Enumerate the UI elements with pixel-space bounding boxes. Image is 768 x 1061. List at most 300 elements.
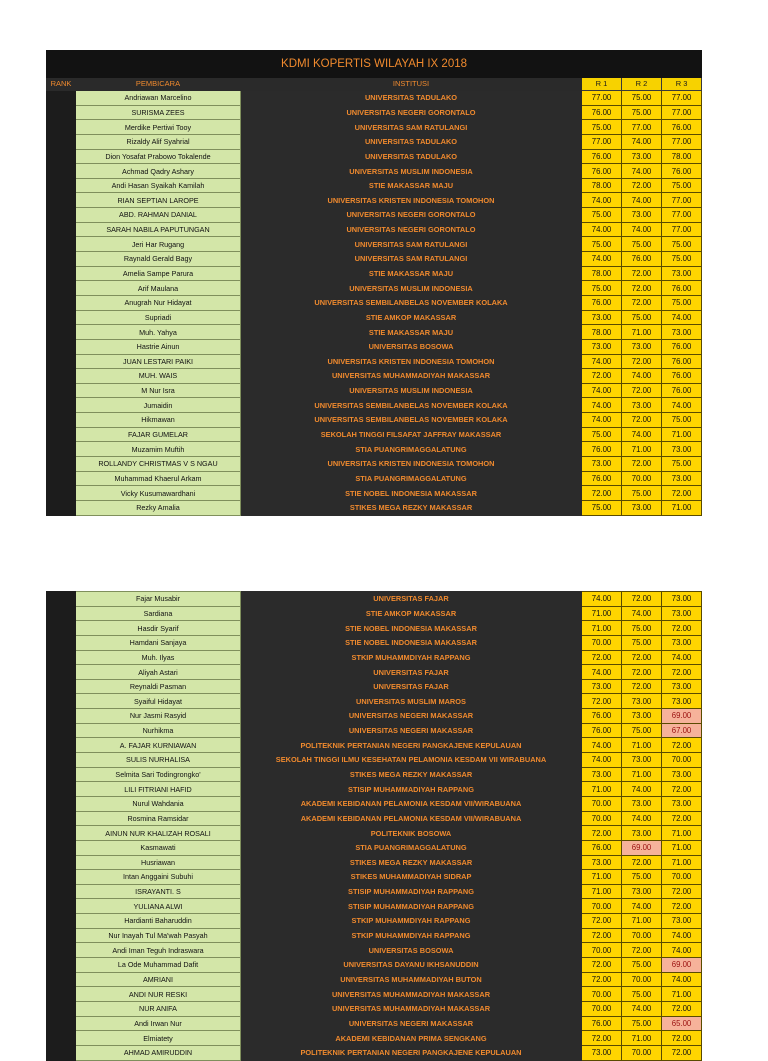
r3-score-cell: 73.00 <box>662 442 702 457</box>
r1-score-cell: 72.00 <box>582 486 622 501</box>
speaker-name-cell: Nurul Wahdania <box>76 796 241 811</box>
speaker-name-cell: NUR ANIFA <box>76 1001 241 1016</box>
table-row <box>47 1045 702 1060</box>
r1-score-cell: 75.00 <box>582 427 622 442</box>
speaker-name-cell: Jumaidin <box>76 398 241 413</box>
rank-cell <box>47 738 76 753</box>
r1-score-cell: 71.00 <box>582 884 622 899</box>
table-row <box>47 413 702 428</box>
rank-cell <box>47 222 76 237</box>
r3-score-cell: 72.00 <box>662 1031 702 1046</box>
r2-score-cell: 72.00 <box>622 943 662 958</box>
speaker-name-cell: Arif Maulana <box>76 281 241 296</box>
table-row <box>47 295 702 310</box>
r1-score-cell: 73.00 <box>582 855 622 870</box>
speaker-name-cell: Merdike Pertiwi Tooy <box>76 120 241 135</box>
table-row <box>47 1031 702 1046</box>
institution-cell: UNIVERSITAS BOSOWA <box>241 943 582 958</box>
speaker-name-cell: Andriawan Marcelino <box>76 91 241 106</box>
r2-score-cell: 75.00 <box>622 870 662 885</box>
r3-score-cell: 75.00 <box>662 178 702 193</box>
r3-score-cell: 71.00 <box>662 500 702 515</box>
table-row <box>47 486 702 501</box>
r3-score-cell: 73.00 <box>662 325 702 340</box>
speaker-name-cell: Elmiatety <box>76 1031 241 1046</box>
r1-score-cell: 73.00 <box>582 457 622 472</box>
speaker-name-cell: Kasmawati <box>76 840 241 855</box>
table-row <box>47 237 702 252</box>
r3-score-cell: 74.00 <box>662 928 702 943</box>
rank-cell <box>47 457 76 472</box>
speaker-name-cell: Hastrie Ainun <box>76 339 241 354</box>
speaker-name-cell: ANDI NUR RESKI <box>76 987 241 1002</box>
speaker-name-cell: AHMAD AMIRUDDIN <box>76 1045 241 1060</box>
table-row <box>47 606 702 621</box>
rank-cell <box>47 398 76 413</box>
r2-score-cell: 73.00 <box>622 826 662 841</box>
r3-score-cell: 76.00 <box>662 354 702 369</box>
institution-cell: UNIVERSITAS MUSLIM INDONESIA <box>241 281 582 296</box>
r3-score-cell: 72.00 <box>662 486 702 501</box>
rank-cell <box>47 266 76 281</box>
r1-score-cell: 74.00 <box>582 413 622 428</box>
r3-score-cell: 73.00 <box>662 592 702 607</box>
r1-score-cell: 76.00 <box>582 164 622 179</box>
r3-score-cell: 76.00 <box>662 120 702 135</box>
table-row <box>47 796 702 811</box>
r3-score-cell: 74.00 <box>662 943 702 958</box>
r1-score-cell: 74.00 <box>582 354 622 369</box>
rank-cell <box>47 855 76 870</box>
r3-score-cell: 70.00 <box>662 753 702 768</box>
r2-score-cell: 74.00 <box>622 369 662 384</box>
speaker-header: PEMBICARA <box>76 78 241 91</box>
institution-cell: SEKOLAH TINGGI FILSAFAT JAFFRAY MAKASSAR <box>241 427 582 442</box>
institution-cell: UNIVERSITAS FAJAR <box>241 679 582 694</box>
table-row <box>47 354 702 369</box>
r1-score-cell: 74.00 <box>582 665 622 680</box>
speaker-name-cell: SURISMA ZEES <box>76 105 241 120</box>
header-row <box>47 78 702 91</box>
r3-score-cell: 67.00 <box>662 723 702 738</box>
speaker-name-cell: Selmita Sari Todingrongko' <box>76 767 241 782</box>
institution-cell: STISIP MUHAMMADIYAH RAPPANG <box>241 899 582 914</box>
table-row <box>47 471 702 486</box>
r2-score-cell: 70.00 <box>622 972 662 987</box>
institution-cell: STISIP MUHAMMADIYAH RAPPANG <box>241 782 582 797</box>
speaker-name-cell: Andi Iman Teguh Indraswara <box>76 943 241 958</box>
r1-score-cell: 76.00 <box>582 723 622 738</box>
institution-cell: UNIVERSITAS KRISTEN INDONESIA TOMOHON <box>241 457 582 472</box>
table-row <box>47 208 702 223</box>
table-row <box>47 635 702 650</box>
table-row <box>47 709 702 724</box>
table-row <box>47 826 702 841</box>
r2-score-cell: 72.00 <box>622 457 662 472</box>
institution-cell: STIE AMKOP MAKASSAR <box>241 310 582 325</box>
institution-cell: UNIVERSITAS NEGERI GORONTALO <box>241 222 582 237</box>
rank-cell <box>47 635 76 650</box>
institution-cell: UNIVERSITAS SAM RATULANGI <box>241 120 582 135</box>
r1-score-cell: 74.00 <box>582 193 622 208</box>
r2-score-cell: 75.00 <box>622 310 662 325</box>
rank-cell <box>47 972 76 987</box>
r1-score-cell: 76.00 <box>582 709 622 724</box>
rank-cell <box>47 665 76 680</box>
r2-score-cell: 72.00 <box>622 592 662 607</box>
r3-score-cell: 77.00 <box>662 105 702 120</box>
institution-cell: UNIVERSITAS NEGERI MAKASSAR <box>241 723 582 738</box>
r2-score-cell: 73.00 <box>622 796 662 811</box>
table-row <box>47 134 702 149</box>
table-row <box>47 972 702 987</box>
speaker-name-cell: Aliyah Astari <box>76 665 241 680</box>
r2-score-cell: 75.00 <box>622 237 662 252</box>
table-row <box>47 339 702 354</box>
r1-score-cell: 72.00 <box>582 914 622 929</box>
r3-score-cell: 77.00 <box>662 193 702 208</box>
institution-cell: UNIVERSITAS NEGERI MAKASSAR <box>241 709 582 724</box>
rank-cell <box>47 339 76 354</box>
speaker-name-cell: Syaiful Hidayat <box>76 694 241 709</box>
rank-cell <box>47 796 76 811</box>
speaker-name-cell: YULIANA ALWI <box>76 899 241 914</box>
institution-cell: STIE AMKOP MAKASSAR <box>241 606 582 621</box>
table-row <box>47 621 702 636</box>
r2-score-cell: 75.00 <box>622 635 662 650</box>
rank-cell <box>47 310 76 325</box>
table-row <box>47 592 702 607</box>
r1-score-cell: 78.00 <box>582 266 622 281</box>
r3-score-cell: 74.00 <box>662 398 702 413</box>
speaker-name-cell: Anugrah Nur Hidayat <box>76 295 241 310</box>
r2-score-cell: 71.00 <box>622 738 662 753</box>
rank-cell <box>47 91 76 106</box>
institution-cell: AKADEMI KEBIDANAN PELAMONIA KESDAM VII/WIRABUANA <box>241 796 582 811</box>
r3-score-cell: 69.00 <box>662 709 702 724</box>
r2-score-cell: 72.00 <box>622 354 662 369</box>
institution-cell: UNIVERSITAS SEMBILANBELAS NOVEMBER KOLAKA <box>241 295 582 310</box>
speaker-name-cell: ABD. RAHMAN DANIAL <box>76 208 241 223</box>
r2-score-cell: 70.00 <box>622 928 662 943</box>
r2-score-cell: 70.00 <box>622 1045 662 1060</box>
table-row <box>47 928 702 943</box>
r2-score-cell: 73.00 <box>622 208 662 223</box>
r1-score-cell: 75.00 <box>582 120 622 135</box>
r1-score-cell: 76.00 <box>582 442 622 457</box>
rank-cell <box>47 164 76 179</box>
r3-score-cell: 76.00 <box>662 369 702 384</box>
table-row <box>47 427 702 442</box>
speaker-name-cell: FAJAR GUMELAR <box>76 427 241 442</box>
r2-score-cell: 74.00 <box>622 222 662 237</box>
r3-score-cell: 77.00 <box>662 208 702 223</box>
r3-score-cell: 70.00 <box>662 870 702 885</box>
speaker-name-cell: Nur Jasmi Rasyid <box>76 709 241 724</box>
r3-score-cell: 73.00 <box>662 266 702 281</box>
r2-score-cell: 74.00 <box>622 782 662 797</box>
r2-score-cell: 73.00 <box>622 398 662 413</box>
r3-score-cell: 76.00 <box>662 383 702 398</box>
table-row <box>47 914 702 929</box>
rank-cell <box>47 753 76 768</box>
r2-score-cell: 73.00 <box>622 694 662 709</box>
r2-score-cell: 71.00 <box>622 1031 662 1046</box>
speaker-name-cell: ISRAYANTI. S <box>76 884 241 899</box>
r2-score-cell: 77.00 <box>622 120 662 135</box>
institution-cell: UNIVERSITAS MUSLIM MAROS <box>241 694 582 709</box>
table-row <box>47 855 702 870</box>
speaker-name-cell: Andi Hasan Syaikah Kamilah <box>76 178 241 193</box>
speaker-name-cell: M Nur Isra <box>76 383 241 398</box>
speaker-name-cell: Sardiana <box>76 606 241 621</box>
institution-cell: STIE MAKASSAR MAJU <box>241 325 582 340</box>
table-row <box>47 500 702 515</box>
r2-score-cell: 74.00 <box>622 193 662 208</box>
table-row <box>47 383 702 398</box>
r1-score-cell: 71.00 <box>582 870 622 885</box>
r1-score-cell: 70.00 <box>582 635 622 650</box>
speaker-name-cell: La Ode Muhammad Dafit <box>76 958 241 973</box>
r1-score-cell: 72.00 <box>582 1031 622 1046</box>
r2-score-cell: 73.00 <box>622 753 662 768</box>
r2-score-cell: 71.00 <box>622 767 662 782</box>
r3-score-cell: 71.00 <box>662 427 702 442</box>
speaker-name-cell: A. FAJAR KURNIAWAN <box>76 738 241 753</box>
r1-score-cell: 72.00 <box>582 972 622 987</box>
r2-score-cell: 76.00 <box>622 252 662 267</box>
table-row <box>47 281 702 296</box>
table-row <box>47 91 702 106</box>
table-row <box>47 325 702 340</box>
r3-score-cell: 73.00 <box>662 914 702 929</box>
institution-cell: STIE NOBEL INDONESIA MAKASSAR <box>241 486 582 501</box>
table-row <box>47 398 702 413</box>
r1-score-cell: 74.00 <box>582 753 622 768</box>
r1-score-cell: 70.00 <box>582 796 622 811</box>
score-table-2 <box>46 591 702 1061</box>
speaker-name-cell: Muh. Yahya <box>76 325 241 340</box>
r2-score-cell: 73.00 <box>622 709 662 724</box>
r2-score-cell: 74.00 <box>622 899 662 914</box>
r3-score-cell: 76.00 <box>662 164 702 179</box>
rank-cell <box>47 899 76 914</box>
rank-cell <box>47 383 76 398</box>
institution-cell: UNIVERSITAS FAJAR <box>241 665 582 680</box>
r1-score-cell: 73.00 <box>582 339 622 354</box>
table-row <box>47 753 702 768</box>
rank-cell <box>47 354 76 369</box>
table-row <box>47 767 702 782</box>
institution-cell: STIKES MUHAMMADIYAH SIDRAP <box>241 870 582 885</box>
r1-score-cell: 71.00 <box>582 606 622 621</box>
table-row <box>47 958 702 973</box>
rank-cell <box>47 1031 76 1046</box>
r1-score-cell: 74.00 <box>582 738 622 753</box>
r1-score-cell: 72.00 <box>582 958 622 973</box>
r3-score-cell: 73.00 <box>662 635 702 650</box>
institution-cell: UNIVERSITAS MUSLIM INDONESIA <box>241 383 582 398</box>
r1-score-cell: 74.00 <box>582 222 622 237</box>
r3-header: R 3 <box>662 78 702 91</box>
r3-score-cell: 72.00 <box>662 621 702 636</box>
rank-cell <box>47 208 76 223</box>
rank-cell <box>47 928 76 943</box>
speaker-name-cell: Intan Anggaini Subuhi <box>76 870 241 885</box>
r1-score-cell: 70.00 <box>582 943 622 958</box>
r1-score-cell: 70.00 <box>582 811 622 826</box>
r3-score-cell: 72.00 <box>662 811 702 826</box>
r3-score-cell: 74.00 <box>662 650 702 665</box>
speaker-name-cell: Dion Yosafat Prabowo Tokalende <box>76 149 241 164</box>
institution-cell: STIKES MEGA REZKY MAKASSAR <box>241 767 582 782</box>
institution-cell: STISIP MUHAMMADIYAH RAPPANG <box>241 884 582 899</box>
rank-cell <box>47 120 76 135</box>
speaker-name-cell: RIAN SEPTIAN LAROPE <box>76 193 241 208</box>
r1-score-cell: 73.00 <box>582 310 622 325</box>
table-row <box>47 252 702 267</box>
r2-score-cell: 74.00 <box>622 134 662 149</box>
institution-cell: STIKES MEGA REZKY MAKASSAR <box>241 500 582 515</box>
rank-cell <box>47 134 76 149</box>
speaker-name-cell: SARAH NABILA PAPUTUNGAN <box>76 222 241 237</box>
rank-cell <box>47 914 76 929</box>
r2-score-cell: 70.00 <box>622 471 662 486</box>
rank-cell <box>47 500 76 515</box>
table-row <box>47 679 702 694</box>
rank-cell <box>47 486 76 501</box>
institution-cell: SEKOLAH TINGGI ILMU KESEHATAN PELAMONIA KESDAM VII WIRABUANA <box>241 753 582 768</box>
r1-score-cell: 72.00 <box>582 369 622 384</box>
rank-cell <box>47 679 76 694</box>
r3-score-cell: 69.00 <box>662 958 702 973</box>
r2-score-cell: 71.00 <box>622 442 662 457</box>
r2-score-cell: 69.00 <box>622 840 662 855</box>
speaker-name-cell: Supriadi <box>76 310 241 325</box>
table-row <box>47 987 702 1002</box>
table-row <box>47 870 702 885</box>
r2-score-cell: 72.00 <box>622 665 662 680</box>
institution-cell: UNIVERSITAS DAYANU IKHSANUDDIN <box>241 958 582 973</box>
r1-score-cell: 72.00 <box>582 826 622 841</box>
institution-cell: STIA PUANGRIMAGGALATUNG <box>241 840 582 855</box>
r3-score-cell: 74.00 <box>662 310 702 325</box>
r3-score-cell: 76.00 <box>662 339 702 354</box>
score-table-1 <box>46 50 702 516</box>
speaker-name-cell: Hikmawan <box>76 413 241 428</box>
r3-score-cell: 73.00 <box>662 679 702 694</box>
r2-score-cell: 72.00 <box>622 281 662 296</box>
rank-cell <box>47 987 76 1002</box>
r3-score-cell: 73.00 <box>662 796 702 811</box>
rank-cell <box>47 811 76 826</box>
institution-cell: UNIVERSITAS MUHAMMADIYAH BUTON <box>241 972 582 987</box>
speaker-name-cell: ROLLANDY CHRISTMAS V S NGAU <box>76 457 241 472</box>
r3-score-cell: 65.00 <box>662 1016 702 1031</box>
speaker-name-cell: Andi Irwan Nur <box>76 1016 241 1031</box>
r2-score-cell: 72.00 <box>622 295 662 310</box>
table-row <box>47 811 702 826</box>
r2-score-cell: 75.00 <box>622 958 662 973</box>
r1-score-cell: 74.00 <box>582 592 622 607</box>
r3-score-cell: 72.00 <box>662 1045 702 1060</box>
r3-score-cell: 75.00 <box>662 295 702 310</box>
rank-cell <box>47 767 76 782</box>
page-title: KDMI KOPERTIS WILAYAH IX 2018 <box>47 51 702 78</box>
speaker-name-cell: Hardianti Baharuddin <box>76 914 241 929</box>
rank-cell <box>47 237 76 252</box>
r1-score-cell: 73.00 <box>582 1045 622 1060</box>
r2-score-cell: 71.00 <box>622 914 662 929</box>
r3-score-cell: 75.00 <box>662 413 702 428</box>
r2-score-cell: 71.00 <box>622 325 662 340</box>
r1-score-cell: 71.00 <box>582 621 622 636</box>
speaker-name-cell: Nurhikma <box>76 723 241 738</box>
table-row <box>47 884 702 899</box>
r3-score-cell: 75.00 <box>662 237 702 252</box>
rank-cell <box>47 958 76 973</box>
rank-cell <box>47 149 76 164</box>
speaker-name-cell: Hamdani Sanjaya <box>76 635 241 650</box>
r3-score-cell: 78.00 <box>662 149 702 164</box>
speaker-name-cell: Muh. Ilyas <box>76 650 241 665</box>
speaker-name-cell: Jeri Har Rugang <box>76 237 241 252</box>
r3-score-cell: 72.00 <box>662 884 702 899</box>
institution-cell: UNIVERSITAS TADULAKO <box>241 149 582 164</box>
r2-header: R 2 <box>622 78 662 91</box>
r1-header: R 1 <box>582 78 622 91</box>
institution-cell: STIE MAKASSAR MAJU <box>241 178 582 193</box>
r1-score-cell: 73.00 <box>582 679 622 694</box>
institution-cell: UNIVERSITAS SAM RATULANGI <box>241 237 582 252</box>
rank-cell <box>47 193 76 208</box>
r1-score-cell: 77.00 <box>582 134 622 149</box>
institution-cell: UNIVERSITAS NEGERI GORONTALO <box>241 208 582 223</box>
institution-cell: POLITEKNIK BOSOWA <box>241 826 582 841</box>
institution-cell: STIE MAKASSAR MAJU <box>241 266 582 281</box>
speaker-name-cell: JUAN LESTARI PAIKI <box>76 354 241 369</box>
r1-score-cell: 76.00 <box>582 295 622 310</box>
institution-cell: STKIP MUHAMMDIYAH RAPPANG <box>241 928 582 943</box>
rank-cell <box>47 840 76 855</box>
table-row <box>47 193 702 208</box>
rank-cell <box>47 105 76 120</box>
r3-score-cell: 72.00 <box>662 899 702 914</box>
speaker-name-cell: Muhammad Khaerul Arkam <box>76 471 241 486</box>
rank-cell <box>47 870 76 885</box>
table-row <box>47 738 702 753</box>
speaker-name-cell: Vicky Kusumawardhani <box>76 486 241 501</box>
r2-score-cell: 75.00 <box>622 91 662 106</box>
institution-cell: AKADEMI KEBIDANAN PRIMA SENGKANG <box>241 1031 582 1046</box>
r1-score-cell: 70.00 <box>582 899 622 914</box>
r2-score-cell: 73.00 <box>622 500 662 515</box>
r2-score-cell: 74.00 <box>622 811 662 826</box>
r3-score-cell: 73.00 <box>662 606 702 621</box>
r1-score-cell: 72.00 <box>582 694 622 709</box>
r1-score-cell: 74.00 <box>582 383 622 398</box>
institution-cell: UNIVERSITAS MUHAMMADIYAH MAKASSAR <box>241 369 582 384</box>
institution-cell: POLITEKNIK PERTANIAN NEGERI PANGKAJENE KEPULAUAN <box>241 1045 582 1060</box>
institution-cell: UNIVERSITAS FAJAR <box>241 592 582 607</box>
r3-score-cell: 77.00 <box>662 91 702 106</box>
speaker-name-cell: Rizaldy Alif Syahrial <box>76 134 241 149</box>
table-row <box>47 266 702 281</box>
rank-cell <box>47 826 76 841</box>
institution-cell: STIKES MEGA REZKY MAKASSAR <box>241 855 582 870</box>
r2-score-cell: 74.00 <box>622 427 662 442</box>
rank-cell <box>47 471 76 486</box>
